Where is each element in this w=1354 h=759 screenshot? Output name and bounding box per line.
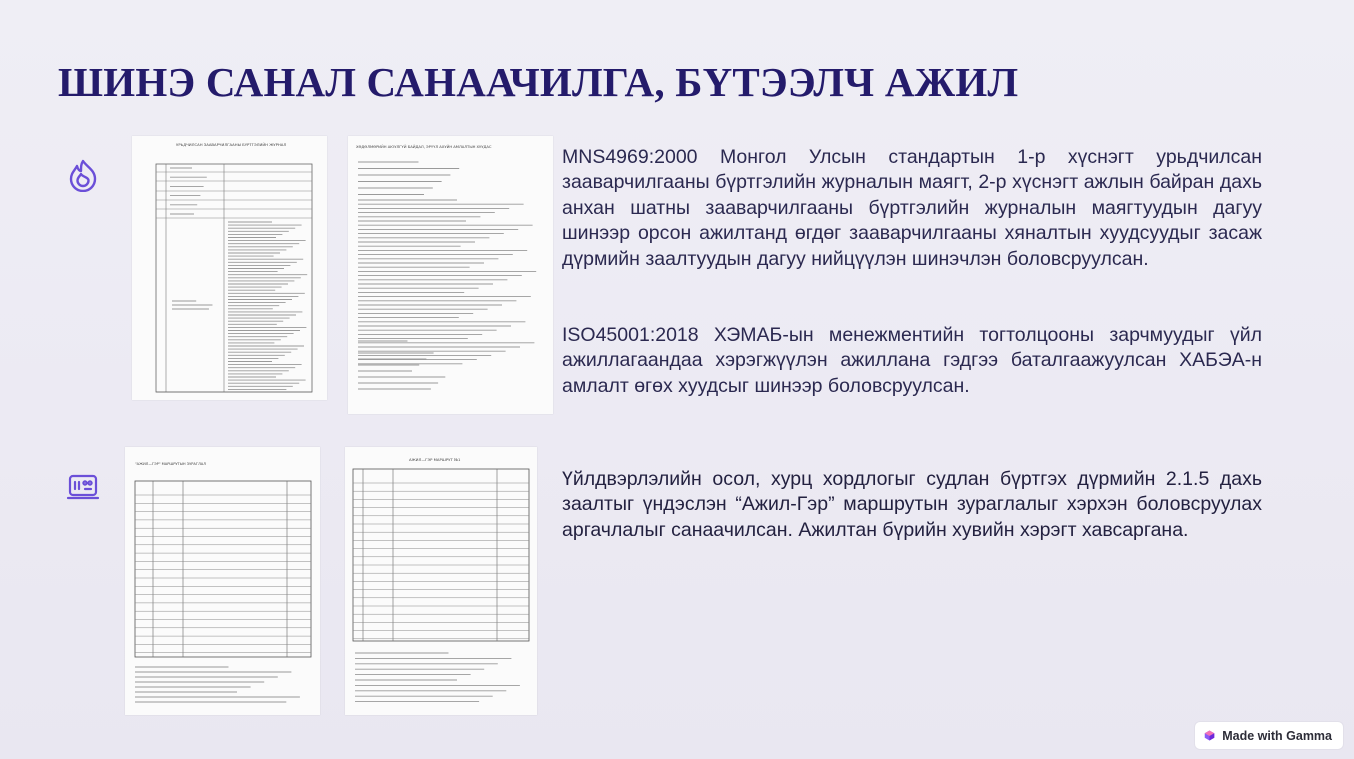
section1-paragraph1: MNS4969:2000 Монгол Улсын стандартын 1-р хүснэгт урьдчилсан зааварчилгааны бүртгэлийн журналын маягт, 2-р хүснэгт ажлын байран дахь анхан шатны зааварчилгааны бүртгэлийн журналын маягтуудын дагуу шинээр орсон ажилтанд өгдөг зааварчилгааны хяналтын хуудсуудыг засаж дүрмийн заалтуудын дагуу нийцүүлэн шинэчлэн боловсруулсан. — [562, 146, 1262, 270]
svg-text:ХӨДӨЛМӨРИЙН АЮУЛГҮЙ БАЙДАЛ, ЭР: ХӨДӨЛМӨРИЙН АЮУЛГҮЙ БАЙДАЛ, ЭРҮҮЛ АХУЙН АМЛАЛТЫН ХУУДАС — [356, 145, 492, 149]
flame-icon — [66, 158, 100, 192]
svg-text:УРЬДЧИЛСАН ЗААВАРЧИЛГААНЫ БҮРТ: УРЬДЧИЛСАН ЗААВАРЧИЛГААНЫ БҮРТГЭЛИЙН ЖУРНАЛ — [176, 142, 287, 147]
section2-paragraph1: Үйлдвэрлэлийн осол, хурц хордлогыг судлан бүртгэх дүрмийн 2.1.5 дахь заалтыг үндэслэн “Ажил-Гэр” маршрутын зураглалыг хэрхэн боловсруулах аргачлалыг санаачилсан. Ажилтан бүрийн хувийн хэрэгт хавсаргана. — [562, 468, 1262, 541]
svg-text:"АЖИЛ—ГЭР" МАРШРУТЫН ЗУРАГЛАЛ: "АЖИЛ—ГЭР" МАРШРУТЫН ЗУРАГЛАЛ — [135, 462, 206, 466]
commitment-sheet-image — [348, 136, 553, 414]
journal-form-image — [132, 136, 327, 400]
page-title: ШИНЭ САНАЛ САНААЧИЛГА, БҮТЭЭЛЧ АЖИЛ — [58, 59, 1019, 105]
made-with-gamma-badge[interactable] — [1194, 721, 1344, 750]
route-map-sheet-image — [345, 447, 537, 715]
badge-label: Made with Gamma — [1222, 728, 1332, 743]
route-form-image — [125, 447, 320, 715]
section1-paragraph2: ISO45001:2018 ХЭМАБ-ын менежментийн тогтолцооны зарчмуудыг үйл ажиллагаандаа хэрэгжүүлэн ажиллана гэдгээ баталгаажуулсан ХАБЭА-н амлалт өгөх хуудсыг шинээр боловсруулсан. — [562, 324, 1262, 397]
svg-text:АЖИЛ—ГЭР МАРШРУТ №1: АЖИЛ—ГЭР МАРШРУТ №1 — [409, 457, 461, 462]
gamma-logo-icon — [1204, 730, 1215, 741]
circuit-board-icon — [66, 470, 100, 504]
